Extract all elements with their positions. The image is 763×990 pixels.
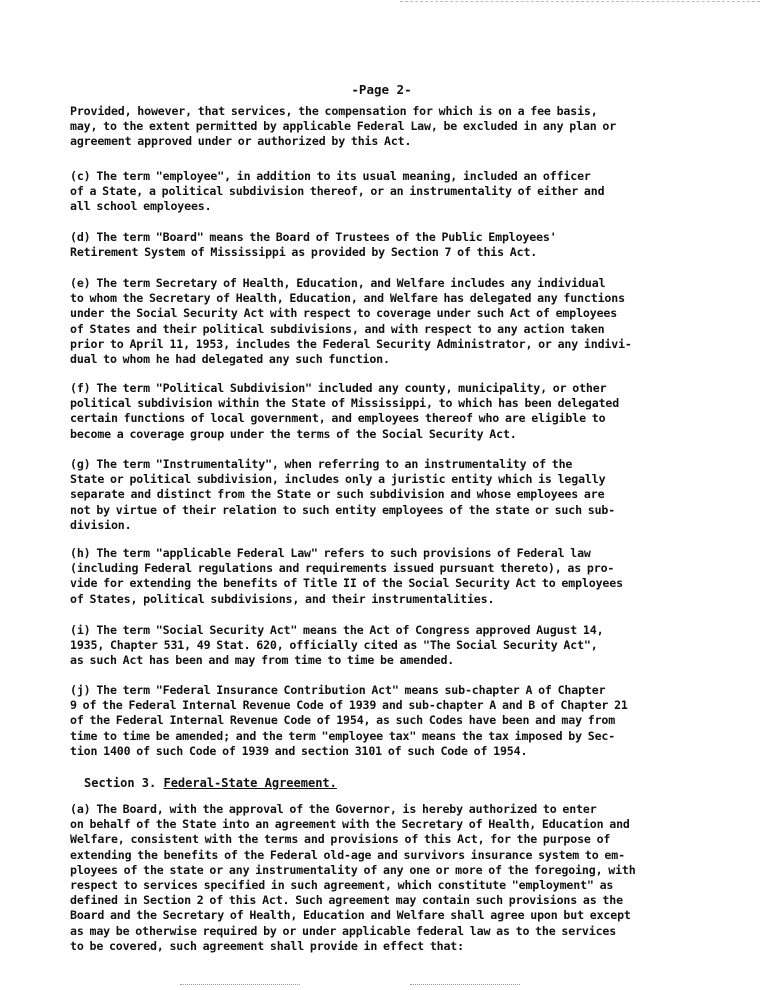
text-line: may, to the extent permitted by applicable Federal Law, be excluded in any plan or [70, 119, 617, 134]
text-line: (including Federal regulations and requirements issued pursuant thereto), as pro- [70, 561, 615, 576]
section-title: Federal-State Agreement. [163, 776, 337, 790]
text-line: (g) The term "Instrumentality", when referring to an instrumentality of the [70, 457, 573, 471]
text-line: of a State, a political subdivision thereof, or an instrumentality of either and [70, 184, 605, 199]
text-line: (c) The term "employee", in addition to its usual meaning, included an officer [70, 169, 591, 183]
text-line: to whom the Secretary of Health, Education, and Welfare has delegated any functions [70, 291, 625, 306]
text-line: Retirement System of Mississippi as provided by Section 7 of this Act. [70, 245, 538, 260]
footer-scan-mark [180, 984, 300, 985]
text-line: (a) The Board, with the approval of the Governor, is hereby authorized to enter [70, 802, 597, 816]
paragraph-section3-a [70, 802, 700, 954]
text-line: (d) The term "Board" means the Board of Trustees of the Public Employees' [70, 230, 557, 244]
text-line: respect to services specified in such agreement, which constitute "employment" as [70, 878, 614, 893]
text-line: time to time be amended; and the term "employee tax" means the tax imposed by Sec- [70, 728, 616, 743]
text-line: of States and their political subdivisions, and with respect to any action taken [70, 321, 605, 336]
text-line: (j) The term "Federal Insurance Contribution Act" means sub-chapter A of Chapter [70, 683, 606, 697]
text-line: ployees of the state or any instrumentality of any one or more of the foregoing, with [70, 862, 636, 877]
text-line: Welfare, consistent with the terms and provisions of this Act, for the purpose of [70, 832, 611, 847]
text-line: separate and distinct from the State or such subdivision and whose employees are [70, 487, 605, 502]
text-line: tion 1400 of such Code of 1939 and section 3101 of such Code of 1954. [70, 743, 528, 758]
text-line: as may be otherwise required by or under applicable federal law as to the services [70, 923, 617, 938]
text-line: on behalf of the State into an agreement with the Secretary of Health, Education and [70, 817, 630, 832]
text-line: prior to April 11, 1953, includes the Federal Security Administrator, or any indivi- [70, 336, 632, 351]
text-line: defined in Section 2 of this Act. Such agreement may contain such provisions as the [70, 893, 623, 908]
text-line: (h) The term "applicable Federal Law" refers to such provisions of Federal law [70, 546, 591, 560]
text-line: of the Federal Internal Revenue Code of 1954, as such Codes have been and may from [70, 713, 616, 728]
text-line: 9 of the Federal Internal Revenue Code of 1939 and sub-chapter A and B of Chapter 21 [70, 698, 628, 713]
paragraph-g [70, 457, 700, 533]
text-line: under the Social Security Act with respect to coverage under such Act of employees [70, 306, 618, 321]
text-line: (e) The term Secretary of Health, Education, and Welfare includes any individual [70, 276, 606, 290]
page-number: -Page 2- [351, 82, 412, 97]
text-line: political subdivision within the State of Mississippi, to which has been delegated [70, 396, 620, 411]
text-line: vide for extending the benefits of Title II of the Social Security Act to employees [70, 576, 623, 591]
text-line: as such Act has been and may from time to time be amended. [70, 653, 455, 668]
text-line: become a coverage group under the terms of the Social Security Act. [70, 426, 517, 441]
text-line: Board and the Secretary of Health, Education and Welfare shall agree upon but except [70, 908, 631, 923]
paragraph-i [70, 623, 700, 669]
text-line: extending the benefits of the Federal old-age and survivors insurance system to em- [70, 847, 625, 862]
text-line: Provided, however, that services, the compensation for which is on a fee basis, [70, 104, 598, 118]
text-line: agreement approved under or authorized by this Act. [70, 134, 412, 149]
paragraph-f [70, 381, 700, 442]
text-line: certain functions of local government, and employees thereof who are eligible to [70, 411, 606, 426]
text-line: (f) The term "Political Subdivision" included any county, municipality, or other [70, 381, 607, 395]
text-line: (i) The term "Social Security Act" means the Act of Congress approved August 14, [70, 623, 604, 637]
paragraph-c [70, 169, 700, 215]
text-line: State or political subdivision, includes only a juristic entity which is legally [70, 472, 606, 487]
scan-edge-line [400, 1, 760, 2]
paragraph-e [70, 276, 700, 367]
footer-scan-mark [410, 984, 520, 985]
text-line: division. [70, 517, 132, 532]
paragraph-d [70, 230, 700, 260]
text-line: dual to whom he had delegated any such function. [70, 352, 390, 367]
text-line: 1935, Chapter 531, 49 Stat. 620, officially cited as "The Social Security Act", [70, 638, 598, 653]
text-line: to be covered, such agreement shall provide in effect that: [70, 938, 464, 953]
section-heading [84, 776, 337, 790]
text-line: all school employees. [70, 199, 212, 214]
paragraph-proviso [70, 104, 700, 150]
text-line: of States, political subdivisions, and their instrumentalities. [70, 591, 495, 606]
paragraph-j [70, 683, 700, 759]
section-number: Section 3. [84, 776, 157, 790]
paragraph-h [70, 546, 700, 607]
text-line: not by virtue of their relation to such entity employees of the state or such sub- [70, 502, 616, 517]
